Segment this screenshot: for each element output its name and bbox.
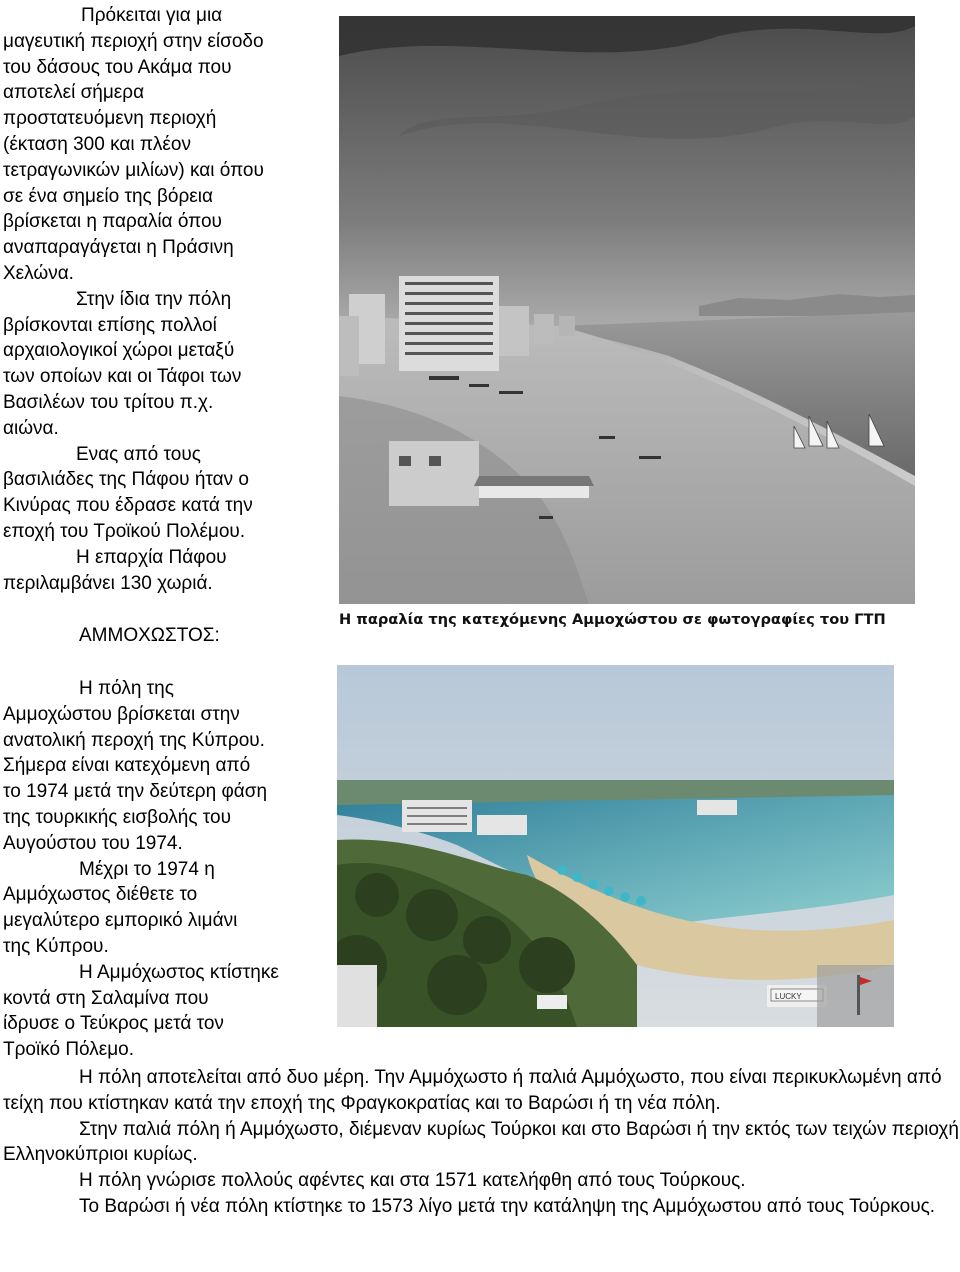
famagusta-line: μεγαλύτερο εμπορικό λιμάνι [3,910,238,932]
famagusta-historic-photo [339,16,915,604]
paphos-line: Κινύρας που έδρασε κατά την [3,495,253,517]
paphos-line: βρίσκεται η παραλία όπου [3,211,222,233]
famagusta-text-column [3,676,333,1063]
famagusta-line: της τουρκικής εισβολής του [3,806,231,828]
famagusta-line: Αμμόχωστος διέθετε το [3,884,198,906]
paphos-line: βρίσκονται επίσης πολλοί [3,314,217,336]
paphos-line: των οποίων και οι Τάφοι των [3,366,242,388]
famagusta-line: ανατολική περοχή της Κύπρου. [3,729,265,751]
famagusta-line: Η Αμμόχωστος κτίστηκε [79,961,279,983]
paphos-line: αρχαιολογικοί χώροι μεταξύ [3,340,235,362]
famagusta-line: Αμμοχώστου βρίσκεται στην [3,703,240,725]
famagusta-line: το 1974 μετά την δεύτερη φάση [3,781,268,803]
paphos-line: σε ένα σημείο της βόρεια [3,185,213,207]
lucky-sign: LUCKY [775,992,802,1001]
famagusta-color-photo [337,665,894,1027]
famagusta-line: Σήμερα είναι κατεχόμενη από [3,755,251,777]
bottom-paragraph: Το Βαρώσι ή νέα πόλη κτίστηκε το 1573 λίγο μετά την κατάληψη της Αμμόχωστου από τους Τούρκους. [79,1195,936,1217]
bw-beach-photo-illustration [339,16,915,604]
paphos-line: αποτελεί σήμερα [3,82,145,104]
paphos-line: βασιλιάδες της Πάφου ήταν ο [3,469,249,491]
paphos-line: του δάσους του Ακάμα που [3,56,232,78]
famagusta-line: κοντά στη Σαλαμίνα που [3,987,209,1009]
paphos-line: Ενας από τους [76,443,201,465]
color-beach-photo-illustration [337,665,894,1027]
paphos-line: Πρόκειται για μια [81,5,223,26]
paphos-line: Βασιλέων του τρίτου π.χ. [3,391,214,413]
paphos-line: Χελώνα. [3,262,74,284]
paphos-line: τετραγωνικών μιλίων) και όπου [3,159,264,181]
famagusta-line: Τροϊκό Πόλεμο. [3,1039,135,1061]
paphos-line: αιώνα. [3,417,59,439]
paphos-line: εποχή του Τροϊκού Πολέμου. [3,520,246,542]
famagusta-line: Μέχρι το 1974 η [79,858,215,880]
famagusta-line: ίδρυσε ο Τεύκρος μετά τον [3,1013,224,1035]
famagusta-heading: ΑΜΜΟΧΩΣΤΟΣ: [79,625,220,646]
paphos-line: προστατευόμενη περιοχή [3,108,217,130]
paphos-text-column [3,3,333,596]
bottom-paragraph: Η πόλη αποτελείται από δυο μέρη. Την Αμμόχωστο ή παλιά Αμμόχωστο, που είναι περικυκλωμένη από τείχη που κτίστηκαν κατά την εποχή της Φραγκοκρατίας και το Βαρώσι ή τη νέα πόλη. [3,1067,942,1114]
bottom-paragraph: Στην παλιά πόλη ή Αμμόχωστο, διέμεναν κυρίως Τούρκοι και στο Βαρώσι ή την εκτός των τειχών περιοχή Ελληνοκύπριοι κυρίως. [3,1118,959,1166]
paphos-line: Η επαρχία Πάφου [76,546,227,568]
famagusta-line: Η πόλη της [79,678,174,699]
paphos-line: (έκταση 300 και πλέον [3,133,191,155]
photo-caption: Η παραλία της κατεχόμενης Αμμοχώστου σε φωτογραφίες του ΓΤΠ [339,611,886,628]
paphos-line: Στην ίδια την πόλη [76,288,232,310]
bottom-text [3,1065,960,1220]
paphos-line: περιλαμβάνει 130 χωριά. [3,572,213,594]
paphos-line: αναπαραγάγεται η Πράσινη [3,237,234,259]
famagusta-line: Αυγούστου του 1974. [3,832,183,854]
bottom-paragraph: Η πόλη γνώρισε πολλούς αφέντες και στα 1571 κατελήφθη από τους Τούρκους. [79,1170,746,1192]
famagusta-line: της Κύπρου. [3,935,109,957]
paphos-line: μαγευτική περιοχή στην είσοδο [3,30,264,52]
